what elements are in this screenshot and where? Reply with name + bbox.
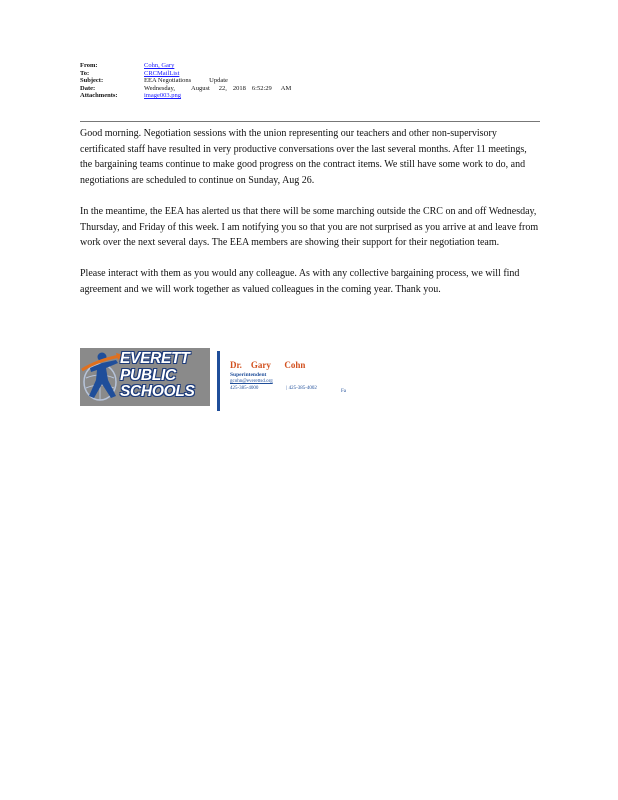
body-paragraph-3: Please interact with them as you would any colleague. As with any collective bargaining process, we will find agreement and we will work together as valued colleagues in the coming year. Thank you. bbox=[80, 268, 520, 295]
attachment-link[interactable]: image003.png bbox=[144, 92, 182, 100]
attachments-label: Attachments: bbox=[80, 92, 118, 100]
signature-phone-1: 425-385-4000 bbox=[230, 386, 259, 391]
email-header bbox=[80, 62, 540, 100]
date-num: 22, bbox=[218, 84, 227, 92]
email-body bbox=[80, 126, 540, 313]
date-month: August bbox=[191, 84, 210, 92]
date-ampm: AM bbox=[280, 84, 292, 92]
date-year: 2018 bbox=[232, 84, 246, 92]
date-time: 6:52:29 bbox=[251, 84, 272, 92]
signature-divider bbox=[217, 351, 220, 411]
to-label: To: bbox=[80, 69, 90, 77]
subject-label: Subject: bbox=[80, 77, 104, 85]
logo-wordmark: EVERETT PUBLIC SCHOOLS bbox=[120, 350, 195, 400]
subject-row bbox=[80, 77, 540, 85]
signature-fax: Fa bbox=[341, 389, 346, 394]
date-label: Date: bbox=[80, 84, 96, 92]
signature-phone-2: | 425-385-4002 bbox=[286, 386, 317, 391]
body-paragraph-1: Good morning. Negotiation sessions with the union representing our teachers and other non-supervisory certificated staff have resulted in very productive conversations over the last several months. After 11 meetings, the bargaining teams continue to make good progress on the contract items. We still have some work to do, and negotiations are scheduled to continue on Sunday, Aug 26. bbox=[80, 128, 527, 186]
from-row bbox=[80, 62, 540, 70]
to-link[interactable]: CRCMailList bbox=[144, 69, 180, 77]
signature-title: Superintendent bbox=[230, 372, 267, 378]
signature-phones bbox=[230, 386, 317, 391]
attachments-row bbox=[80, 92, 540, 100]
to-row bbox=[80, 70, 540, 78]
signature-name: Dr. Gary Cohn bbox=[230, 360, 306, 370]
from-link[interactable]: Cohn, Gary bbox=[144, 62, 175, 69]
header-divider bbox=[80, 121, 540, 122]
date-day: Wednesday, bbox=[144, 84, 176, 92]
subject-extra: Update bbox=[209, 77, 228, 85]
subject-value: EEA Negotiations bbox=[144, 77, 192, 85]
everett-public-schools-logo bbox=[80, 348, 210, 406]
date-row bbox=[80, 85, 540, 93]
signature-email-link[interactable]: gcohn@everettsd.org bbox=[230, 379, 273, 384]
from-label: From: bbox=[80, 62, 98, 69]
body-paragraph-2: In the meantime, the EEA has alerted us that there will be some marching outside the CRC on and off Wednesday, Thursday, and Friday of this week. I am notifying you so that you are not surprised as you arrive at and leave from work over the next several days. The EEA members are showing their support for their negotiation team. bbox=[80, 205, 539, 249]
email-signature bbox=[80, 348, 540, 410]
